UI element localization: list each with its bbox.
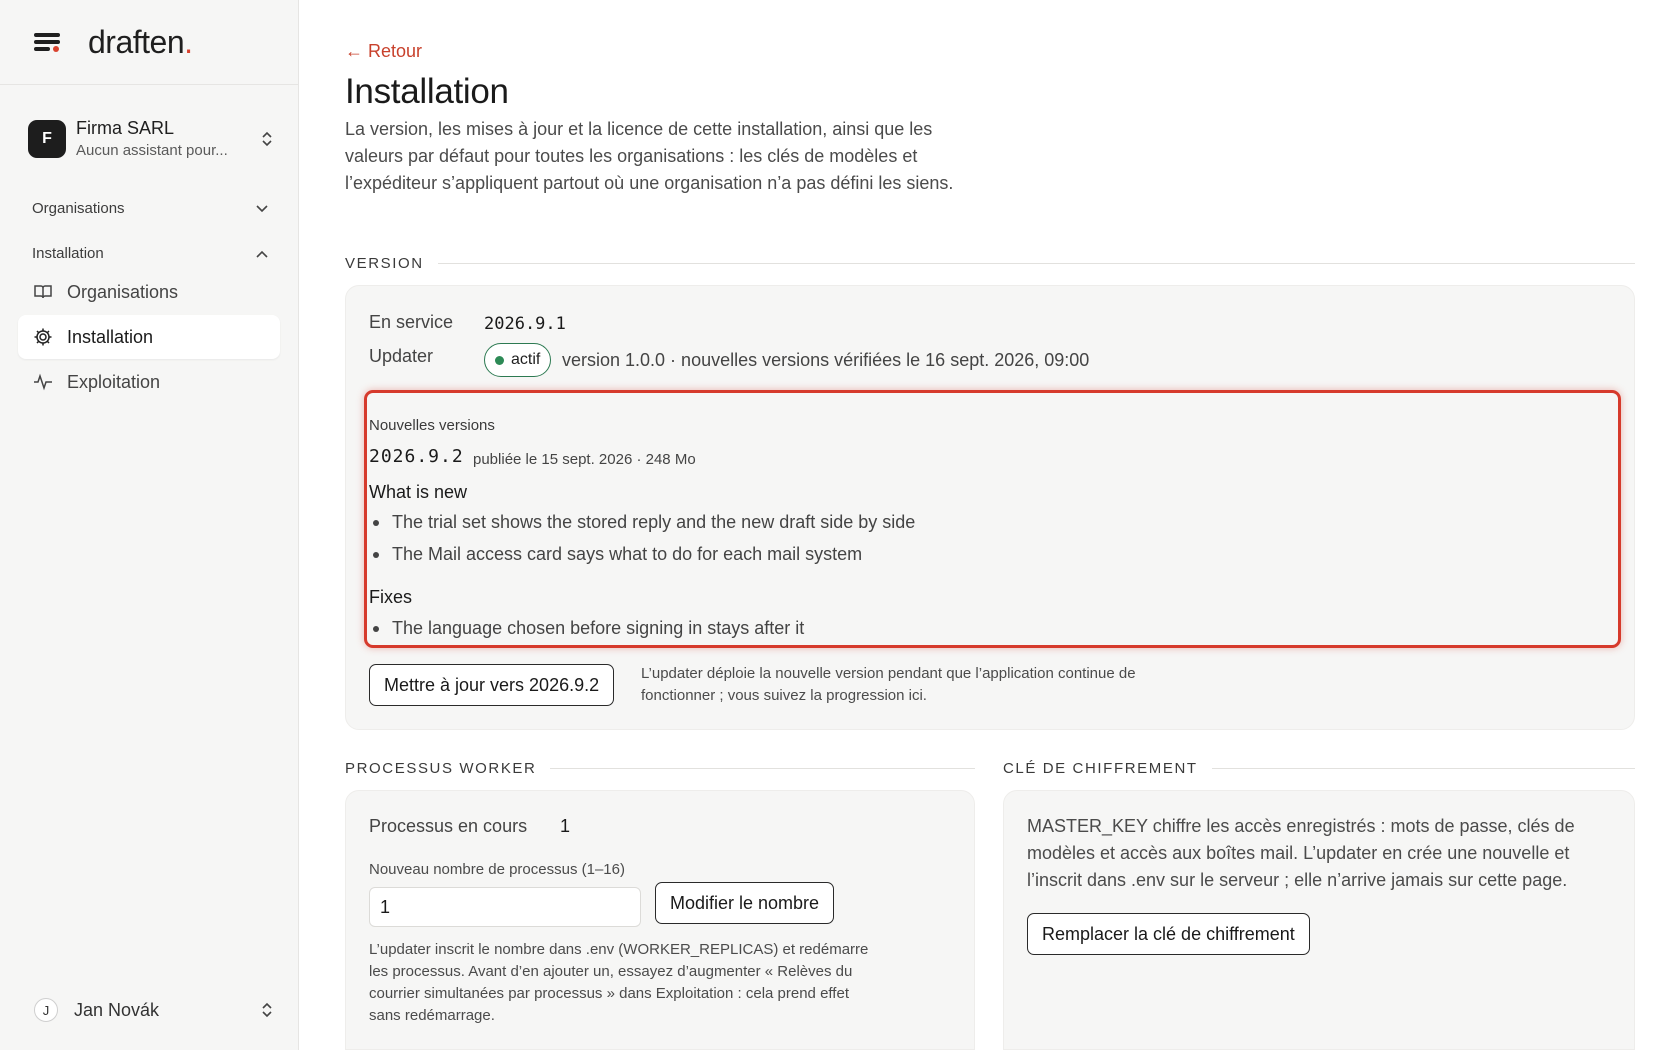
page-title: Installation xyxy=(345,72,509,111)
new-count-label: Nouveau nombre de processus (1–16) xyxy=(369,861,625,878)
org-switcher[interactable] xyxy=(28,116,274,162)
nav-group-installation[interactable] xyxy=(32,245,268,262)
chevron-updown-icon xyxy=(260,129,274,149)
update-button[interactable]: Mettre à jour vers 2026.9.2 xyxy=(369,664,614,706)
nav-group-organisations[interactable] xyxy=(32,200,268,217)
encryption-text: MASTER_KEY chiffre les accès enregistrés : mots de passe, clés de modèles et accès aux boîtes mail. L’updater en crée une nouvelle et l’inscrit dans .env sur le serveur ; elle n’arrive jamais sur cette page. xyxy=(1027,816,1575,890)
running-label: Processus en cours xyxy=(369,816,528,836)
gear-icon xyxy=(33,327,53,347)
sidebar-item-label: Exploitation xyxy=(67,371,161,392)
activity-icon xyxy=(33,372,53,392)
chevron-up-icon xyxy=(256,246,268,261)
user-avatar: J xyxy=(34,998,58,1022)
new-versions-label: Nouvelles versions xyxy=(369,417,495,434)
sidebar-item-organisations[interactable] xyxy=(18,270,280,314)
chevron-down-icon xyxy=(256,201,268,216)
sidebar-item-label: Installation xyxy=(67,326,154,347)
sidebar xyxy=(0,0,299,1050)
workers-card xyxy=(345,790,975,1050)
chevron-updown-icon xyxy=(260,1000,274,1020)
update-help: L’updater déploie la nouvelle version pendant que l’application continue de fonctionner ; vous suivez la progression ici. xyxy=(641,665,1136,704)
section-workers-label: PROCESSUS WORKER xyxy=(345,760,975,777)
workers-help: L’updater inscrit le nombre dans .env (WORKER_REPLICAS) et redémarre les processus. Avant d’en ajouter un, essayez d’augmenter « Relèves du courrier simultanées par processus » dans Exploitation : cela prend effet sans redémarrage. xyxy=(369,941,869,1024)
org-subtitle: Aucun assistant pour... xyxy=(76,142,228,159)
org-name: Firma SARL xyxy=(76,118,175,138)
status-dot xyxy=(495,356,504,365)
section-encryption-label: CLÉ DE CHIFFREMENT xyxy=(1003,760,1635,777)
updater-info: version 1.0.0 · nouvelles versions vérifiées le 16 sept. 2026, 09:00 xyxy=(562,350,1090,370)
book-icon xyxy=(33,282,53,302)
back-link[interactable]: ← Retour xyxy=(345,41,423,61)
list-item: The Mail access card says what to do for each mail system xyxy=(369,544,862,565)
brand-bar xyxy=(0,0,298,85)
modify-count-button[interactable]: Modifier le nombre xyxy=(655,882,834,924)
new-version-meta: publiée le 15 sept. 2026 · 248 Mo xyxy=(473,451,696,468)
encryption-card xyxy=(1003,790,1635,1050)
org-avatar: F xyxy=(28,120,66,158)
section-version-label: VERSION xyxy=(345,255,1635,272)
nav-group-label: Installation xyxy=(32,245,104,262)
whats-new-heading: What is new xyxy=(369,482,468,502)
menu-icon[interactable] xyxy=(34,31,60,53)
user-menu[interactable] xyxy=(34,996,274,1024)
status-badge: actif xyxy=(484,343,551,377)
list-item: The language chosen before signing in stays after it xyxy=(369,618,804,639)
user-name: Jan Novák xyxy=(74,999,160,1020)
updater-label: Updater xyxy=(369,346,434,366)
nav-group-label: Organisations xyxy=(32,200,125,217)
page-description: La version, les mises à jour et la licence de cette installation, ainsi que les valeurs par défaut pour toutes les organisations : les clés de modèles et l’expéditeur s’appliquent partout où une organisation n’a pas défini les siens. xyxy=(345,119,954,193)
logo[interactable]: draften. xyxy=(88,23,193,60)
new-version-number: 2026.9.2 xyxy=(369,446,464,467)
running-value: 1 xyxy=(560,816,571,836)
list-item: The trial set shows the stored reply and the new draft side by side xyxy=(369,512,915,533)
version-card xyxy=(345,285,1635,730)
sidebar-item-label: Organisations xyxy=(67,281,179,302)
replace-key-button[interactable]: Remplacer la clé de chiffrement xyxy=(1027,913,1310,955)
sidebar-item-installation[interactable] xyxy=(18,315,280,359)
worker-count-input[interactable] xyxy=(369,887,641,927)
fixes-heading: Fixes xyxy=(369,587,413,607)
sidebar-item-exploitation[interactable] xyxy=(18,360,280,404)
in-service-version: 2026.9.1 xyxy=(484,314,566,334)
in-service-label: En service xyxy=(369,312,454,332)
